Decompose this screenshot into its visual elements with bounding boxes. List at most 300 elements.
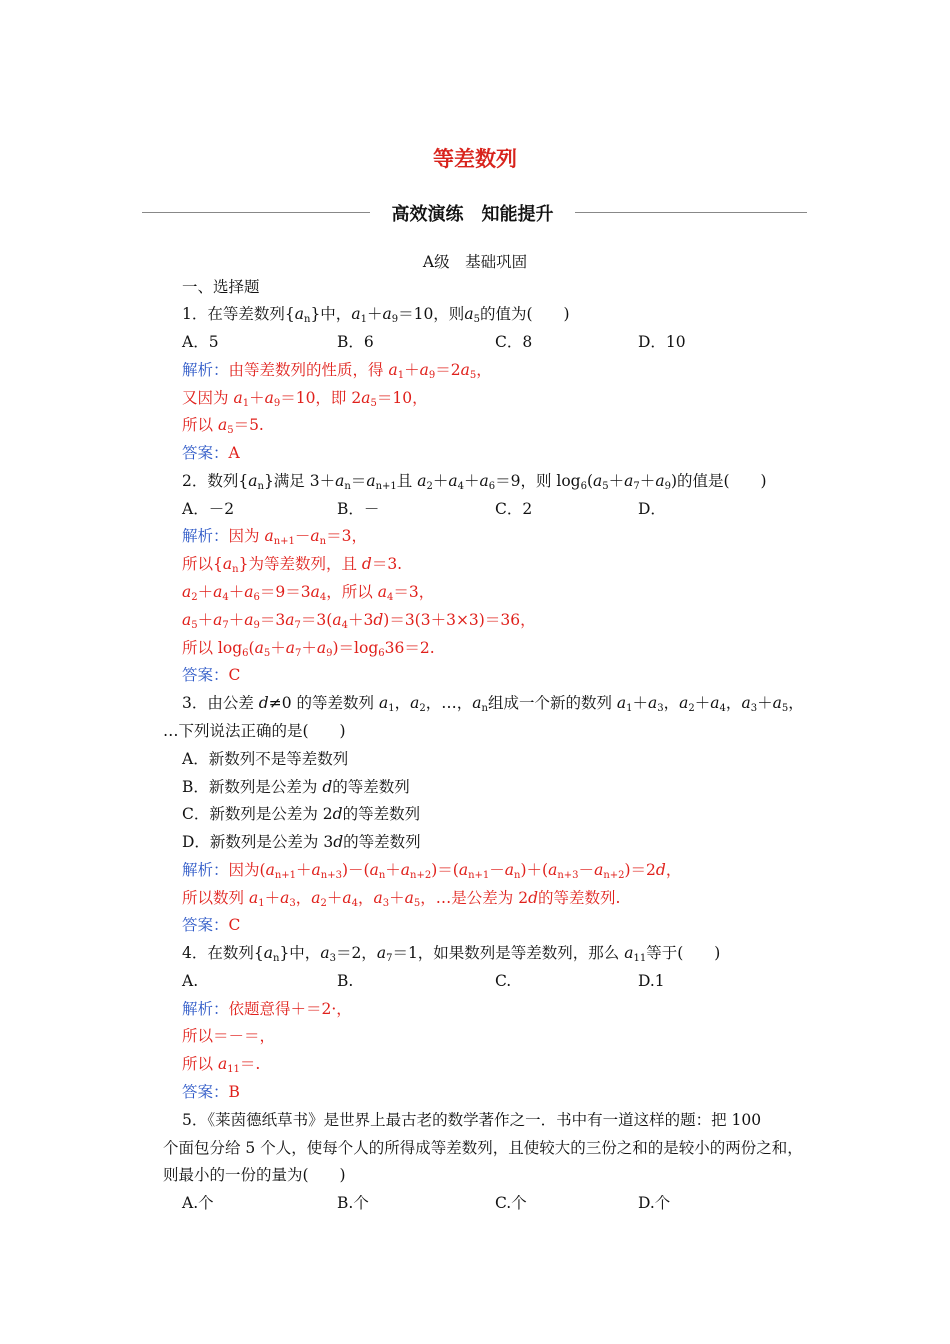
text-run: }中， [310,305,352,323]
text-run: 且 [396,472,418,490]
q5-option-c: C.个 [495,1194,527,1212]
text-run: ＋ [197,583,214,601]
math-subscript: 5 [227,425,234,436]
q2-stem [182,470,767,492]
math-variable: a [244,611,254,629]
math-variable: a [361,389,371,407]
text-run: ，…是公差为 2 [420,889,529,907]
math-subscript: 2 [191,592,198,603]
text-run: ＋ [197,611,214,629]
text-run: 的等差数列. [538,889,621,907]
text-run: ＝3. [371,555,403,573]
math-variable: a [624,472,634,490]
math-subscript: 1 [397,370,405,381]
q3-analysis-line [182,859,681,881]
text-run: ＋ [296,861,312,879]
math-variable: a [710,694,720,712]
q1-answer-value: A [228,444,240,462]
q3-option-c [182,803,420,825]
math-variable: a [472,694,482,712]
math-subscript: n+1 [468,870,490,881]
math-subscript: 6 [253,592,260,603]
math-variable: a [285,639,295,657]
text-run: ， [665,861,682,879]
math-subscript: 9 [664,481,671,492]
math-variable: a [648,694,658,712]
math-subscript: 3 [289,898,296,909]
q3-stem-line1 [182,692,804,714]
text-run: ＝10， [376,389,428,407]
math-subscript: n [257,481,264,492]
math-subscript: 6 [580,481,587,492]
q2-analysis-line [182,637,435,659]
banner-rule-right [575,212,807,213]
math-variable: a [213,611,223,629]
math-subscript: 5 [473,314,480,325]
math-variable: d [361,555,372,573]
q3-analysis-line [182,887,620,909]
math-variable: a [369,861,379,879]
math-subscript: n [378,870,386,881]
math-variable: a [311,861,321,879]
q3-option-b [182,776,410,798]
text-run: ＝9，则 log [495,472,581,490]
text-run: 的等差数列 [332,778,410,796]
math-variable: a [280,889,290,907]
text-run: ， [476,361,492,379]
q2-analysis-text [229,527,367,545]
math-variable: a [548,861,558,879]
math-variable: a [593,472,603,490]
q5-stem-line2: 个面包分给 5 个人，使每个人的所得成等差数列，且使较大的三份之和的是较小的两份之和， [163,1139,803,1157]
math-subscript: n [303,314,311,325]
text-run: 的等差数列 [343,833,421,851]
q3-analysis-text [229,861,682,879]
text-run: ＝10，则 [398,305,465,323]
text-run: ＋ [385,861,401,879]
math-subscript: n [272,953,280,964]
q4-stem [182,942,720,964]
math-variable: a [378,694,389,712]
math-subscript: 3 [750,703,758,714]
q5-stem-line3: 则最小的一份的量为( ) [163,1166,346,1184]
math-subscript: 4 [319,592,327,603]
math-variable: a [741,694,751,712]
q2-answer-value: C [228,666,241,684]
math-variable: d [333,833,344,851]
text-run: ＋ [757,694,773,712]
math-subscript: 7 [222,620,229,631]
math-subscript: 6 [378,648,385,659]
page-title: 等差数列 [433,147,517,171]
text-run: － [489,861,505,879]
text-run: ， [357,889,374,907]
q2-analysis-line [182,553,402,575]
answer-label: 答案： [182,916,229,934]
math-subscript: 1 [626,703,633,714]
text-run: ＋ [270,639,286,657]
text-run: ＝10，即 2 [280,389,362,407]
q1-option-d: D．10 [638,333,686,351]
math-variable: a [320,944,330,962]
math-variable: a [294,305,304,323]
math-variable: a [624,944,634,962]
math-variable: a [335,472,345,490]
section-banner: 高效演练 知能提升 [391,204,554,225]
q2-answer [182,664,240,686]
math-subscript: 4 [386,592,394,603]
math-variable: a [458,861,469,879]
text-run: 依题意得＋＝2·， [228,1000,352,1018]
text-run: B．新数列是公差为 [182,778,323,796]
text-run: ＋ [301,639,317,657]
math-subscript: 4 [341,620,348,631]
math-subscript: 9 [391,314,399,325]
text-run: 所以＝－＝， [182,1027,276,1045]
math-variable: a [311,889,321,907]
text-run: ( [586,472,594,490]
math-variable: a [772,694,782,712]
text-run: )＝3(3＋3×3)＝36， [383,611,536,629]
text-run: 所以{ [182,555,223,573]
q4-option-d: D.1 [638,972,665,990]
text-run: }为等差数列，且 [238,555,362,573]
math-variable: a [254,639,264,657]
text-run: D．新数列是公差为 3 [182,833,334,851]
q2-option-a: A．－2 [182,500,235,518]
math-variable: a [460,361,470,379]
text-run: 36＝2. [384,639,435,657]
text-run: C．新数列是公差为 2 [182,805,333,823]
text-run: ＋ [632,694,649,712]
math-subscript: 3 [329,953,336,964]
text-run: 所以 [182,416,218,434]
math-variable: a [377,583,387,601]
math-subscript: 4 [222,592,229,603]
text-run: ＋ [608,472,625,490]
text-run: ＋3 [347,611,374,629]
text-run: ＋ [326,889,343,907]
math-subscript: 5 [191,620,198,631]
math-subscript: 1 [388,703,395,714]
math-variable: a [213,583,223,601]
text-run: )＝log [332,639,379,657]
math-variable: a [244,583,254,601]
q2-option-b: B．－ [337,500,380,518]
text-run: ＝3， [326,527,367,545]
math-subscript: n+1 [375,481,397,492]
text-run: ＋ [228,583,245,601]
q3-option-a [182,748,348,770]
math-subscript: 7 [294,648,302,659]
math-variable: a [222,555,233,573]
text-run: 4．在数列{ [182,944,264,962]
q1-analysis-line [182,414,264,436]
q3-answer [182,914,240,936]
text-run: ＋ [264,889,281,907]
q2-option-d: D． [638,500,666,518]
text-run: 由等差数列的性质，得 [228,361,389,379]
banner-rule-left [142,212,370,213]
answer-label: 答案： [182,666,229,684]
math-subscript: 2 [320,898,327,909]
text-run: 3．由公差 [182,694,259,712]
text-run: ≠0 的等差数列 [268,694,379,712]
text-run: ， [725,694,742,712]
analysis-label: 解析： [182,361,229,379]
math-subscript: n [481,703,488,714]
math-variable: a [366,472,376,490]
math-subscript: n [232,564,239,575]
text-run: ， [788,694,804,712]
math-subscript: 6 [488,481,496,492]
math-variable: a [504,861,515,879]
q5-option-b: B.个 [337,1194,369,1212]
math-variable: a [310,583,320,601]
math-subscript: 1 [360,314,367,325]
text-run: }满足 3＋ [263,472,336,490]
math-subscript: 6 [242,648,249,659]
text-run: ＝3( [300,611,333,629]
text-run: 因为( [228,861,266,879]
text-run: ，所以 [326,583,378,601]
q4-option-b: B. [337,972,354,990]
text-run: ＝2 [435,361,461,379]
math-subscript: n+2 [410,870,432,881]
math-variable: a [448,472,458,490]
text-run: 1．在等差数列{ [182,305,295,323]
math-subscript: 11 [227,1064,240,1075]
text-run: 所以 log [182,639,243,657]
math-variable: a [400,861,411,879]
math-variable: a [594,861,604,879]
math-variable: a [342,889,352,907]
q4-analysis-text [229,1000,352,1018]
text-run: 因为 [228,527,265,545]
math-variable: d [332,805,343,823]
q1-analysis-text [229,361,492,379]
analysis-label: 解析： [182,1000,229,1018]
q5-option-a: A.个 [182,1194,214,1212]
math-subscript: n+1 [274,870,297,881]
q4-option-c: C. [495,972,512,990]
math-subscript: 5 [469,370,477,381]
math-subscript: n [514,870,521,881]
text-run: )－( [341,861,370,879]
text-run: ＋ [404,361,420,379]
math-subscript: 5 [370,398,377,409]
math-variable: a [388,361,398,379]
math-variable: d [258,694,269,712]
text-run: ，…， [425,694,473,712]
math-variable: d [655,861,666,879]
math-subscript: 3 [657,703,664,714]
math-variable: a [655,472,665,490]
q1-analysis-line [182,387,428,409]
q4-answer [182,1081,240,1103]
math-variable: a [233,389,243,407]
math-subscript: 5 [263,648,271,659]
math-subscript: 9 [428,370,436,381]
text-run: － [294,527,311,545]
math-variable: a [332,611,342,629]
math-variable: d [528,889,538,907]
math-subscript: 2 [688,703,695,714]
q2-analysis-line [182,581,434,603]
text-run: A．新数列不是等差数列 [182,750,349,768]
text-run: ＝9＝3 [259,583,311,601]
text-run: 等于( ) [646,944,721,962]
text-run: － [578,861,595,879]
math-variable: a [182,583,192,601]
math-subscript: 5 [413,898,421,909]
q2-option-c: C．2 [495,500,533,518]
math-subscript: n+3 [320,870,342,881]
q3-stem-line2: …下列说法正确的是( ) [163,722,346,740]
math-subscript: 11 [633,953,647,964]
q1-answer [182,442,240,464]
q3-option-d [182,831,421,853]
analysis-label: 解析： [182,861,229,879]
math-variable: a [264,389,274,407]
math-variable: a [285,611,295,629]
q5-option-d: D.个 [638,1194,671,1212]
q4-analysis-line [182,1025,275,1047]
q4-analysis-line [182,998,352,1020]
math-variable: a [410,694,420,712]
math-subscript: 1 [242,398,250,409]
math-variable: a [248,889,259,907]
math-subscript: 7 [386,953,393,964]
analysis-label: 解析： [182,527,229,545]
text-run: 2．数列{ [182,472,249,490]
q1-option-b: B．6 [337,333,374,351]
text-run: 的等差数列 [342,805,421,823]
section-heading: 一、选择题 [182,278,260,296]
math-subscript: n [319,536,327,547]
text-run: ＝5. [233,416,264,434]
math-variable: a [248,472,258,490]
math-subscript: 3 [382,898,390,909]
text-run: ＝3 [259,611,286,629]
math-variable: a [310,527,320,545]
math-variable: a [263,944,273,962]
math-subscript: 2 [426,481,433,492]
math-variable: a [479,472,489,490]
math-subscript: 9 [253,620,260,631]
text-run: ＋ [249,389,265,407]
text-run: ＝3， [393,583,435,601]
math-subscript: 1 [258,898,265,909]
text-run: ＋ [463,472,480,490]
math-subscript: n+3 [557,870,579,881]
q1-option-a: A．5 [182,333,219,351]
math-subscript: 5 [781,703,789,714]
answer-label: 答案： [182,444,229,462]
math-subscript: 4 [719,703,726,714]
math-variable: d [373,611,384,629]
text-run: ＋ [694,694,711,712]
q1-option-c: C．8 [495,333,533,351]
math-variable: a [679,694,689,712]
text-run: ＝2， [335,944,377,962]
q1-analysis-line [182,359,492,381]
q2-analysis-line [182,525,367,547]
text-run: ＋ [389,889,405,907]
math-subscript: 4 [351,898,358,909]
math-subscript: 9 [326,648,333,659]
math-variable: a [316,639,327,657]
q1-stem [182,303,570,325]
text-run: ＋ [366,305,383,323]
math-variable: a [616,694,627,712]
text-run: ， [394,694,411,712]
math-variable: a [404,889,414,907]
math-variable: a [382,305,392,323]
text-run: ＝. [239,1055,261,1073]
text-run: 所以数列 [182,889,249,907]
math-subscript: n [344,481,351,492]
q2-analysis-line [182,609,536,631]
text-run: ， [663,694,680,712]
math-variable: a [419,361,429,379]
q4-answer-value: B [228,1083,240,1101]
text-run: 组成一个新的数列 [487,694,617,712]
text-run: 又因为 [182,389,234,407]
q3-answer-value: C [228,916,241,934]
text-run: ＋ [639,472,656,490]
math-variable: a [265,861,275,879]
math-variable: a [182,611,192,629]
text-run: ， [295,889,312,907]
q4-option-a: A. [182,972,199,990]
text-run: )的值是( ) [670,472,767,490]
text-run: ＋ [432,472,449,490]
math-variable: a [217,416,228,434]
math-variable: a [217,1055,228,1073]
math-variable: a [376,944,387,962]
math-subscript: 9 [273,398,281,409]
answer-label: 答案： [182,1083,229,1101]
math-subscript: 7 [294,620,301,631]
text-run: 所以 [182,1055,218,1073]
math-variable: a [417,472,427,490]
math-subscript: 4 [457,481,464,492]
math-variable: a [351,305,361,323]
text-run: ＝1，如果数列是等差数列，那么 [392,944,625,962]
math-subscript: 7 [633,481,640,492]
math-subscript: n+2 [603,870,625,881]
text-run: )＋( [520,861,549,879]
math-subscript: 2 [419,703,426,714]
text-run: }中， [279,944,321,962]
math-variable: d [322,778,333,796]
text-run: )＝( [431,861,459,879]
text-run: ( [248,639,255,657]
math-variable: a [464,305,474,323]
math-variable: a [264,527,274,545]
text-run: )＝2 [624,861,656,879]
math-subscript: n+1 [273,536,295,547]
q4-analysis-line [182,1053,260,1075]
level-heading: A级 基础巩固 [422,253,528,271]
q5-stem-line1: 5．《莱茵德纸草书》是世界上最古老的数学著作之一．书中有一道这样的题：把 100 [182,1111,762,1129]
text-run: ＝ [350,472,367,490]
math-subscript: 5 [602,481,609,492]
math-variable: a [373,889,383,907]
text-run: ＋ [228,611,245,629]
text-run: 的值为( ) [479,305,570,323]
